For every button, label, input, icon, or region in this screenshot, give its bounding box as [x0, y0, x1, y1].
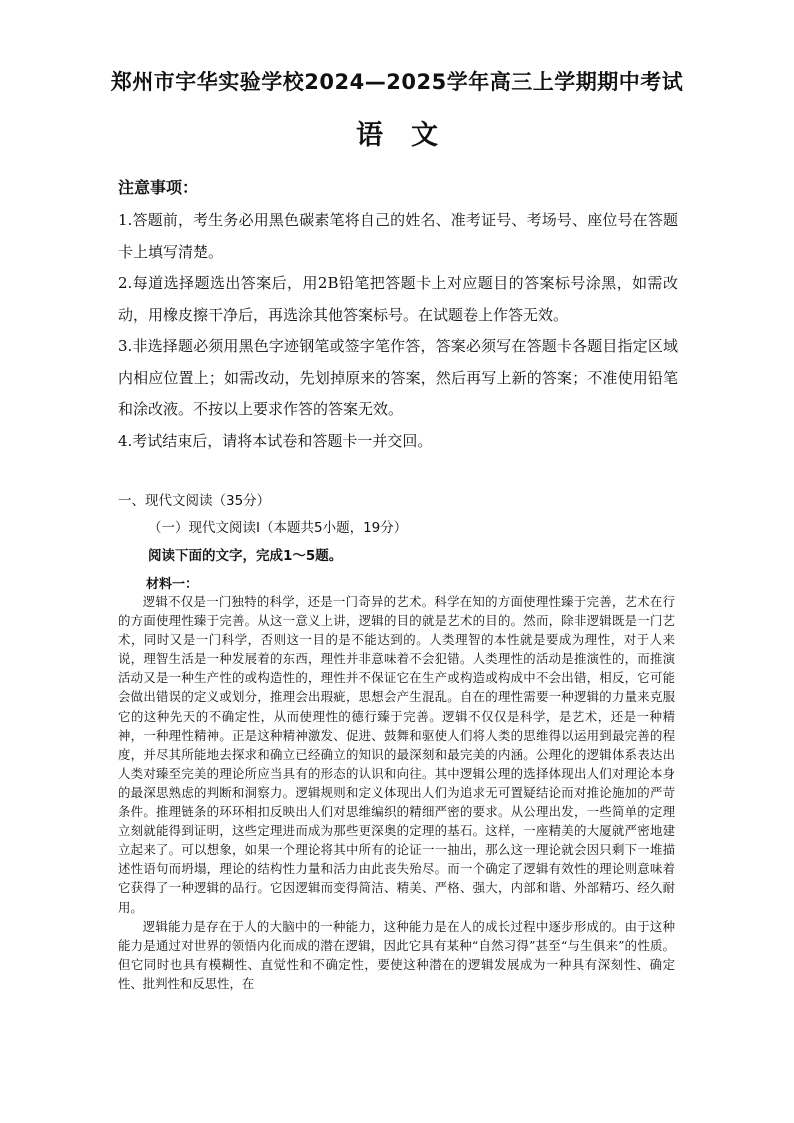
section-heading: 一、现代文阅读（35分）: [118, 493, 271, 509]
notice-list: [118, 205, 678, 457]
material-paragraph: 逻辑不仅是一门独特的科学，还是一门奇异的艺术。科学在知的方面使理性臻于完善，艺术在行的方面使理性臻于完善。从这一意义上讲，逻辑的目的就是艺术的目的。然而，除非逻辑既是一门艺术，同时又是一门科学，否则这一目的是不能达到的。人类理智的本性就是要成为理性，对于人来说，理智生活是一种发展着的东西，理性并非意味着不会犯错。人类理性的活动是推演性的，而推演活动又是一种生产性的或构造性的，理性并不保证它在生产或构造或构成中不会出错，相反，它可能会做出错误的定义或划分，推理会出瑕疵，思想会产生混乱。自在的理性需要一种逻辑的力量来克服它的这种先天的不确定性，从而使理性的德行臻于完善。逻辑不仅仅是科学，是艺术，还是一种精神，一种理性精神。正是这种精神激发、促进、鼓舞和驱使人们将人类的思维得以运用到最完善的程度，并尽其所能地去探求和确立已经确立的知识的最深刻和最完美的内涵。公理化的逻辑体系表达出人类对臻至完美的理论所应当具有的形态的认识和向往。其中逻辑公理的选择体现出人们对理论本身的最深思熟虑的判断和洞察力。逻辑规则和定义体现出人们为追求无可置疑结论而对推论施加的严苛条件。推理链条的环环相扣反映出人们对思维编织的精细严密的要求。从公理出发，一些简单的定理立刻就能得到证明，这些定理进而成为那些更深奥的定理的基石。这样，一座精美的大厦就严密地建立起来了。可以想象，如果一个理论将其中所有的论证一一抽出，那么这一理论就会因只剩下一堆描述性语句而坍塌，理论的结构性力量和活力由此丧失殆尽。而一个确定了逻辑有效性的理论则意味着它获得了一种逻辑的品行。它因逻辑而变得简洁、精美、严格、强大，内部和谐、外部精巧、经久耐用。: [118, 594, 675, 915]
material-paragraph: 逻辑能力是存在于人的大脑中的一种能力，这种能力是在人的成长过程中逐步形成的。由于这种能力是通过对世界的领悟内化而成的潜在逻辑，因此它具有某种“自然习得”甚至“与生俱来”的性质。但它同时也具有模糊性、直觉性和不确定性，要使这种潜在的逻辑发展成为一种具有深刻性、确定性、批判性和反思性，在: [118, 918, 675, 991]
exam-title: 郑州市宇华实验学校2024—2025学年高三上学期期中考试: [110, 70, 684, 94]
material-text: [118, 592, 675, 993]
notice-item: 3.非选择题必须用黑色字迹钢笔或签字笔作答，答案必须写在答题卡各题目指定区域内相应位置上；如需改动，先划掉原来的答案，然后再写上新的答案；不准使用铅笔和涂改液。不按以上要求作答的答案无效。: [118, 337, 678, 418]
notice-item: 2.每道选择题选出答案后，用2B铅笔把答题卡上对应题目的答案标号涂黑，如需改动，用橡皮擦干净后，再选涂其他答案标号。在试题卷上作答无效。: [118, 274, 678, 324]
subsection-heading: （一）现代文阅读Ⅰ（本题共5小题，19分）: [148, 520, 408, 536]
notice-item: 1.答题前，考生务必用黑色碳素笔将自己的姓名、准考证号、考场号、座位号在答题卡上填写清楚。: [118, 211, 678, 261]
notice-heading: 注意事项：: [118, 178, 199, 197]
subject-title: 语文: [356, 120, 466, 151]
material-label: 材料一：: [146, 577, 199, 592]
notice-item: 4.考试结束后，请将本试卷和答题卡一并交回。: [118, 431, 433, 450]
reading-instruction: 阅读下面的文字，完成1～5题。: [148, 548, 343, 564]
